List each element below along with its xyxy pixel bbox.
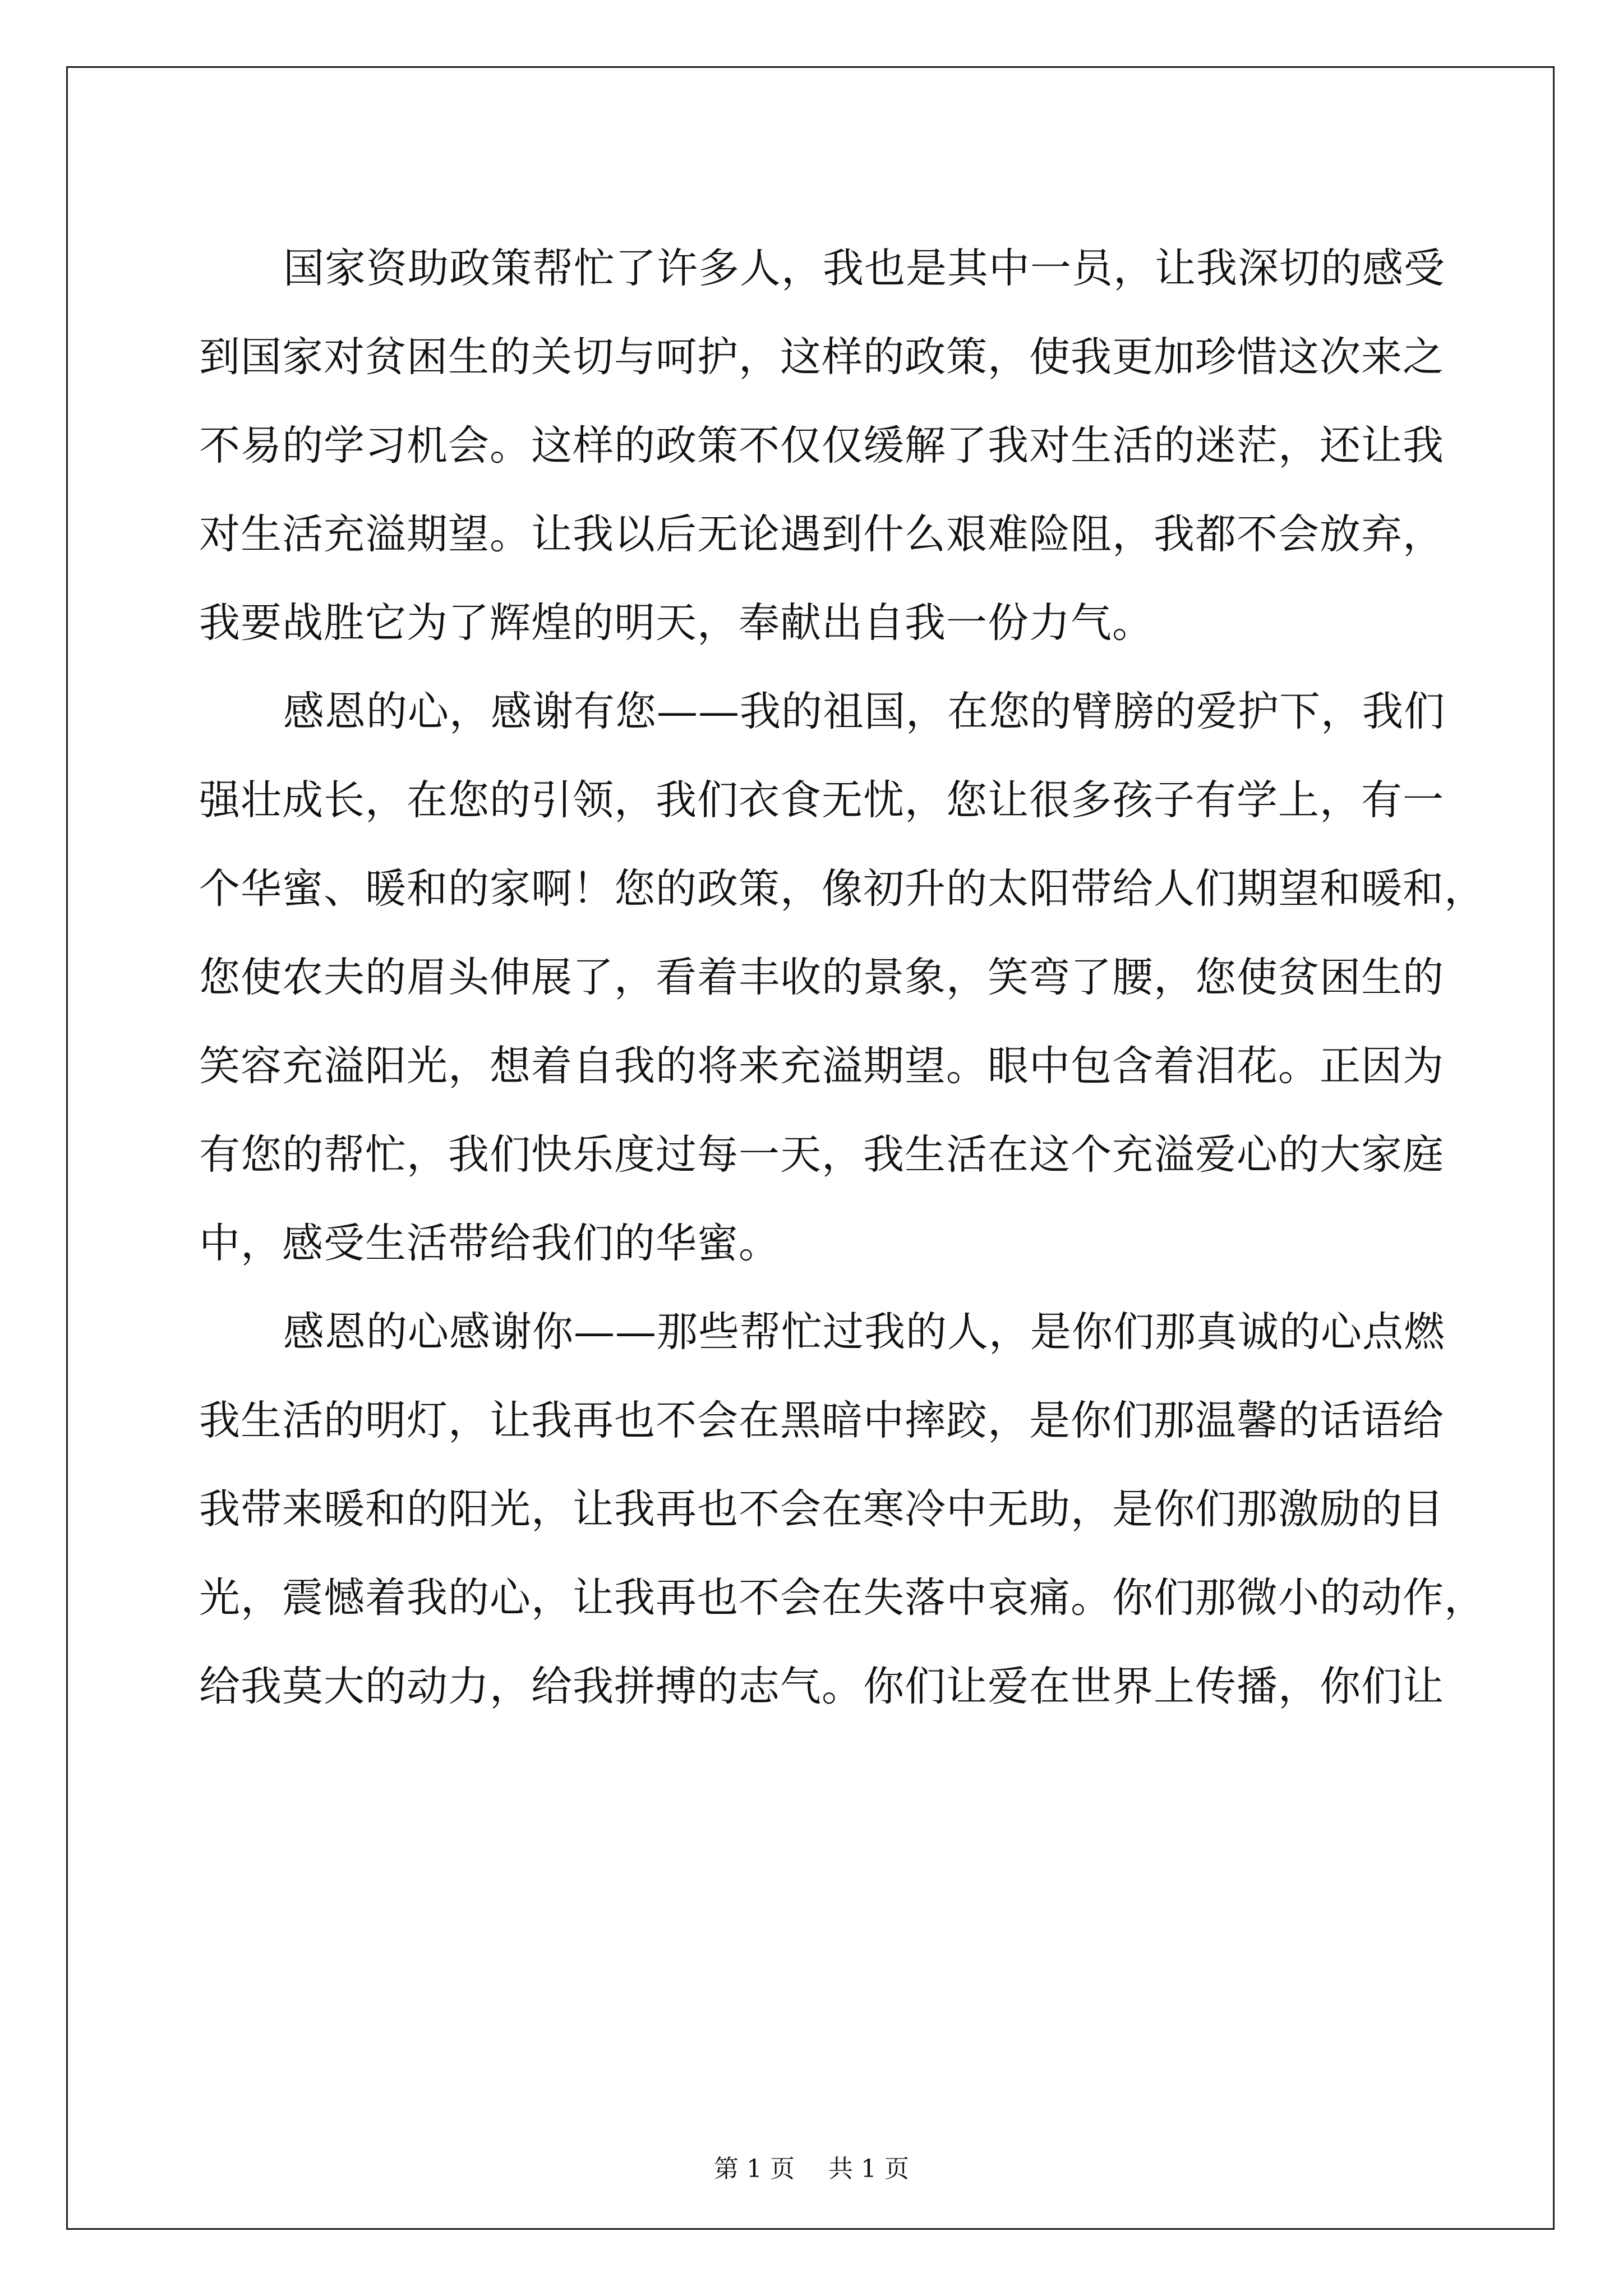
paragraph-1-line-1: 国家资助政策帮忙了许多人，我也是其中一员，让我深切的感受 — [283, 245, 1445, 292]
paragraph-2-line-3: 个华蜜、暖和的家啊！您的政策，像初升的太阳带给人们期望和暖和， — [199, 865, 1486, 913]
paragraph-2-line-5: 笑容充溢阳光，想着自我的将来充溢期望。眼中包含着泪花。正因为 — [199, 1042, 1444, 1090]
paragraph-3-line-4: 光，震憾着我的心，让我再也不会在失落中哀痛。你们那微小的动作， — [199, 1574, 1486, 1622]
page-number: 第 1 页 — [714, 2155, 795, 2183]
paragraph-3-line-1: 感恩的心感谢你——那些帮忙过我的人，是你们那真诚的心点燃 — [283, 1308, 1445, 1356]
paragraph-3-line-2: 我生活的明灯，让我再也不会在黑暗中摔跤，是你们那温馨的话语给 — [199, 1397, 1444, 1444]
paragraph-2-line-7: 中，感受生活带给我们的华蜜。 — [199, 1220, 780, 1267]
paragraph-3-line-5: 给我莫大的动力，给我拼搏的志气。你们让爱在世界上传播，你们让 — [199, 1663, 1444, 1710]
paragraph-2-line-2: 强壮成长，在您的引领，我们衣食无忧，您让很多孩子有学上，有一 — [199, 776, 1444, 824]
paragraph-2-line-4: 您使农夫的眉头伸展了，看着丰收的景象，笑弯了腰，您使贫困生的 — [199, 954, 1444, 1001]
paragraph-3-line-3: 我带来暖和的阳光，让我再也不会在寒冷中无助，是你们那激励的目 — [199, 1485, 1444, 1533]
document-body — [199, 224, 1486, 1731]
paragraph-1-line-5: 我要战胜它为了辉煌的明天，奉献出自我一份力气。 — [199, 599, 1154, 647]
paragraph-1-line-3: 不易的学习机会。这样的政策不仅仅缓解了我对生活的迷茫，还让我 — [199, 422, 1444, 470]
page-total: 共 1 页 — [828, 2155, 909, 2183]
page-footer — [0, 2152, 1623, 2186]
paragraph-1-line-2: 到国家对贫困生的关切与呵护，这样的政策，使我更加珍惜这次来之 — [199, 333, 1444, 381]
paragraph-1-line-4: 对生活充溢期望。让我以后无论遇到什么艰难险阻，我都不会放弃， — [199, 510, 1444, 558]
paragraph-2-line-1: 感恩的心，感谢有您——我的祖国，在您的臂膀的爱护下，我们 — [283, 688, 1445, 735]
paragraph-2-line-6: 有您的帮忙，我们快乐度过每一天，我生活在这个充溢爱心的大家庭 — [199, 1131, 1444, 1179]
